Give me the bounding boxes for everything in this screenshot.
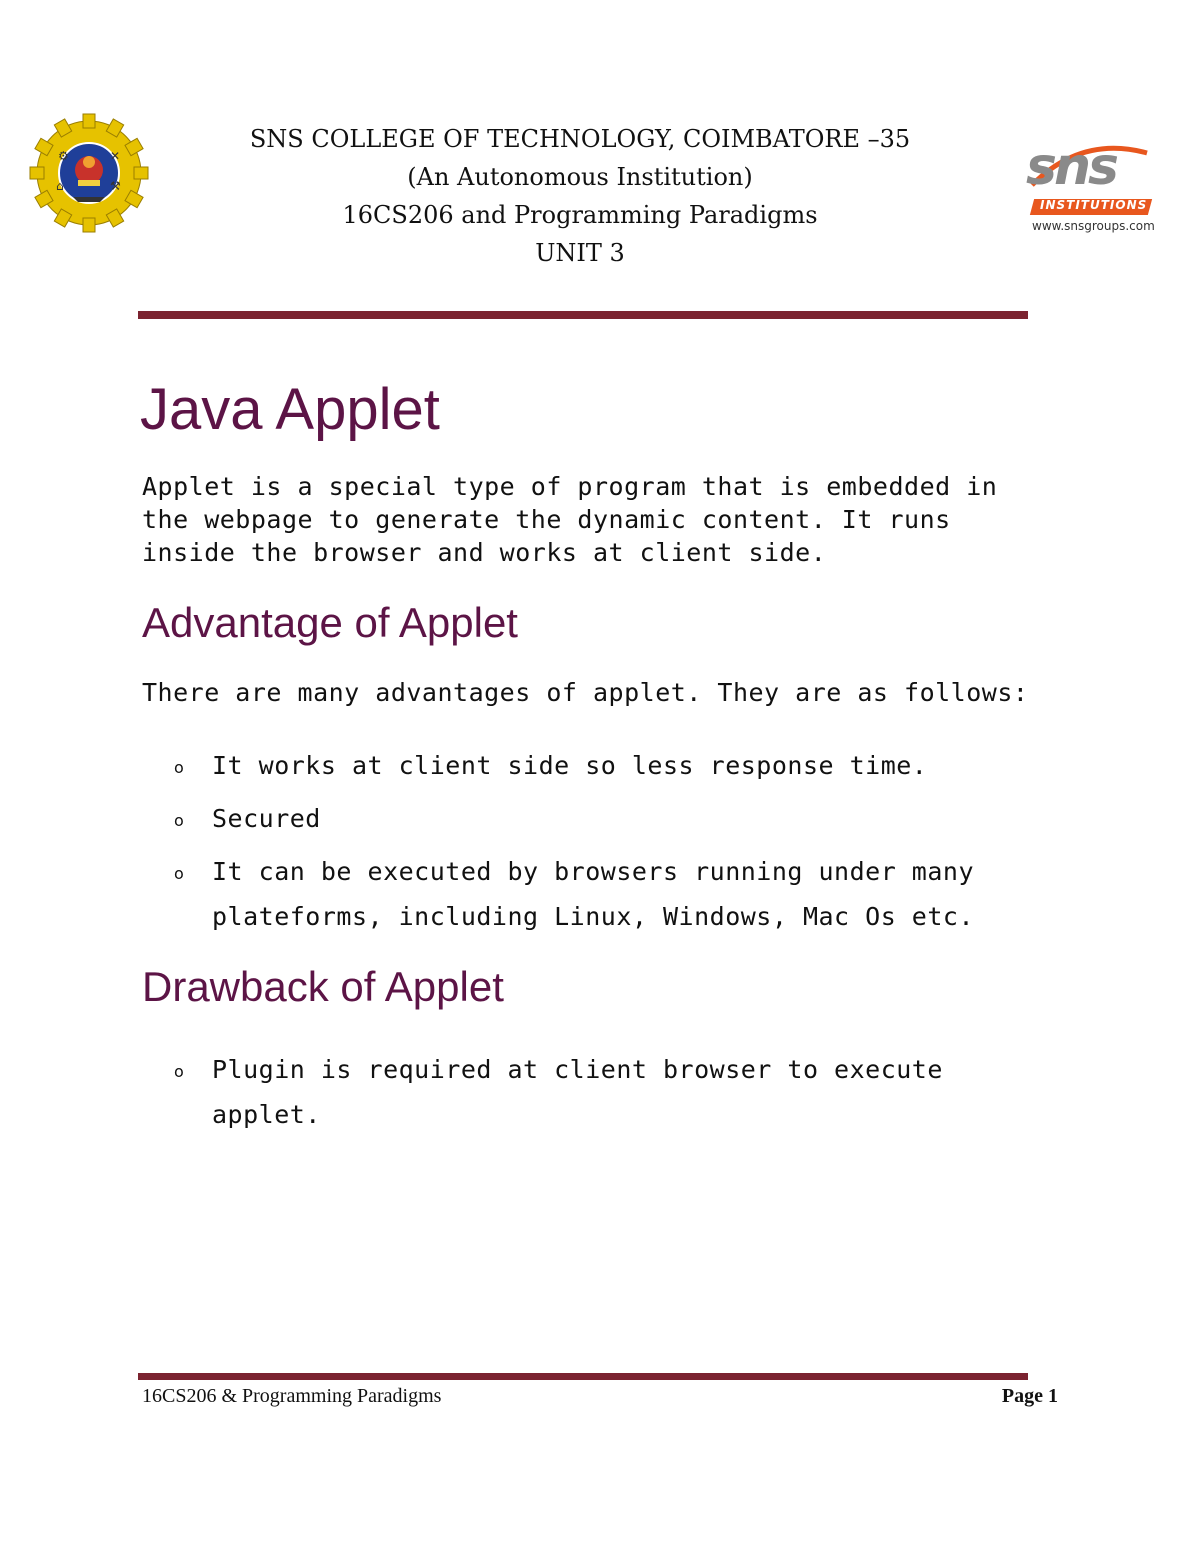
footer-divider <box>138 1373 1028 1380</box>
list-item-text: Plugin is required at client browser to execute applet. <box>212 1055 943 1129</box>
advantage-intro: There are many advantages of applet. They are as follows: <box>142 678 1029 707</box>
bullet-circle-icon: o <box>174 864 185 883</box>
drawback-list <box>174 1047 1034 1145</box>
bullet-circle-icon: o <box>174 811 185 830</box>
list-item <box>174 796 1034 841</box>
college-emblem-logo <box>28 112 150 234</box>
svg-text:✕: ✕ <box>110 149 121 163</box>
bullet-circle-icon: o <box>174 758 185 777</box>
svg-text:⌂: ⌂ <box>56 179 64 193</box>
institution-type: (An Autonomous Institution) <box>407 163 753 191</box>
list-item <box>174 743 1034 788</box>
advantage-heading: Advantage of Applet <box>142 599 518 646</box>
bullet-circle-icon: o <box>174 1062 185 1081</box>
unit-label: UNIT 3 <box>535 239 625 267</box>
list-item-text: Secured <box>212 804 321 833</box>
list-item <box>174 849 1034 939</box>
sns-institutions-logo: sns INSTITUTIONS www.snsgroups.com <box>1026 137 1155 233</box>
page-number: Page 1 <box>1001 1385 1058 1407</box>
advantage-list <box>174 743 1034 947</box>
drawback-heading: Drawback of Applet <box>142 963 504 1010</box>
header-divider <box>138 311 1028 319</box>
footer-course: 16CS206 & Programming Paradigms <box>142 1385 442 1407</box>
list-item-text: It can be executed by browsers running under many plateforms, including Linux, Windows, Mac Os etc. <box>212 857 975 931</box>
list-item-text: It works at client side so less response time. <box>212 751 928 780</box>
svg-text:⚒: ⚒ <box>110 179 121 193</box>
svg-text:⚙: ⚙ <box>58 149 69 163</box>
page-title: Java Applet <box>140 377 440 442</box>
course-title: 16CS206 and Programming Paradigms <box>342 201 818 229</box>
list-item <box>174 1047 1034 1137</box>
college-name: SNS COLLEGE OF TECHNOLOGY, COIMBATORE –35 <box>249 125 911 153</box>
intro-paragraph: Applet is a special type of program that is embedded in the webpage to generate the dynamic content. It runs inside the browser and works at client side. <box>142 472 998 567</box>
